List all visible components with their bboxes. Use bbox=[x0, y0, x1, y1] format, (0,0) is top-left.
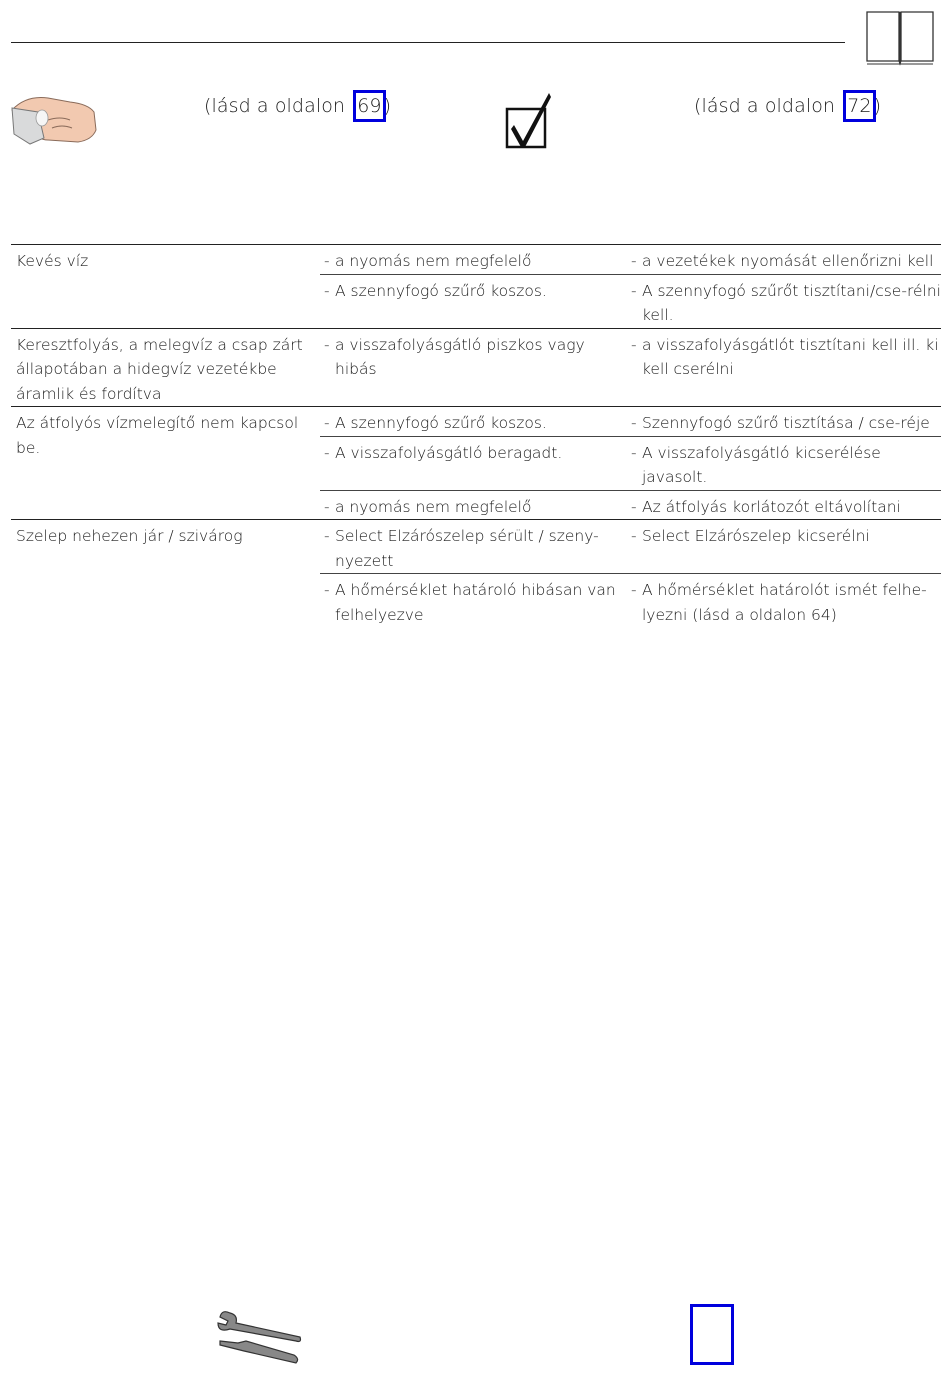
table-row bbox=[11, 407, 941, 437]
cause-cell: - a visszafolyásgátló piszkos vagy hibás bbox=[320, 328, 628, 407]
reference-prefix: (lásd a oldalon bbox=[204, 95, 352, 117]
page-link-72[interactable]: 72 bbox=[843, 90, 875, 122]
remedy-cell: - A hőmérséklet határolót ismét felhe-lyezni (lásd a oldalon 64) bbox=[628, 574, 941, 628]
problem-cell: Szelep nehezen jár / szivárog bbox=[11, 520, 320, 628]
blue-frame-icon bbox=[690, 1304, 734, 1365]
cause-cell: - A szennyfogó szűrő koszos. bbox=[320, 407, 628, 437]
remedy-cell: - Select Elzárószelep kicserélni bbox=[628, 520, 941, 574]
wrench-screwdriver-icon bbox=[216, 1303, 306, 1367]
cause-cell: - a nyomás nem megfelelő bbox=[320, 245, 628, 275]
troubleshooting-table bbox=[11, 244, 941, 627]
top-rule bbox=[11, 42, 845, 43]
checkbox-check-icon bbox=[505, 91, 553, 149]
remedy-cell: - A szennyfogó szűrőt tisztítani/cse-rélni kell. bbox=[628, 274, 941, 328]
remedy-cell: - A visszafolyásgátló kicserélése javasolt. bbox=[628, 436, 941, 490]
cause-cell: - a nyomás nem megfelelő bbox=[320, 490, 628, 520]
hand-cleaning-icon bbox=[8, 90, 100, 150]
problem-cell: Kevés víz bbox=[11, 245, 320, 329]
table-row bbox=[11, 520, 941, 574]
reference-suffix: ) bbox=[873, 95, 882, 117]
page-link-69[interactable]: 69 bbox=[353, 90, 385, 122]
table-row bbox=[11, 245, 941, 275]
problem-cell: Az átfolyós vízmelegítő nem kapcsol be. bbox=[11, 407, 320, 520]
cause-cell: - A szennyfogó szűrő koszos. bbox=[320, 274, 628, 328]
reference-prefix: (lásd a oldalon bbox=[694, 95, 842, 117]
remedy-cell: - a vezetékek nyomását ellenőrizni kell bbox=[628, 245, 941, 275]
page-reference-right bbox=[694, 90, 881, 122]
cause-cell: - Select Elzárószelep sérült / szeny-nyezett bbox=[320, 520, 628, 574]
cause-cell: - A hőmérséklet határoló hibásan van felhelyezve bbox=[320, 574, 628, 628]
remedy-cell: - Szennyfogó szűrő tisztítása / cse-réje bbox=[628, 407, 941, 437]
remedy-cell: - Az átfolyás korlátozót eltávolítani bbox=[628, 490, 941, 520]
remedy-cell: - a visszafolyásgátlót tisztítani kell ill. ki kell cserélni bbox=[628, 328, 941, 407]
reference-suffix: ) bbox=[383, 95, 392, 117]
table-row bbox=[11, 328, 941, 407]
problem-cell: Keresztfolyás, a melegvíz a csap zárt állapotában a hidegvíz vezetékbe áramlik és fordítva bbox=[11, 328, 320, 407]
book-icon bbox=[865, 9, 935, 67]
page-reference-left bbox=[204, 90, 391, 122]
cause-cell: - A visszafolyásgátló beragadt. bbox=[320, 436, 628, 490]
